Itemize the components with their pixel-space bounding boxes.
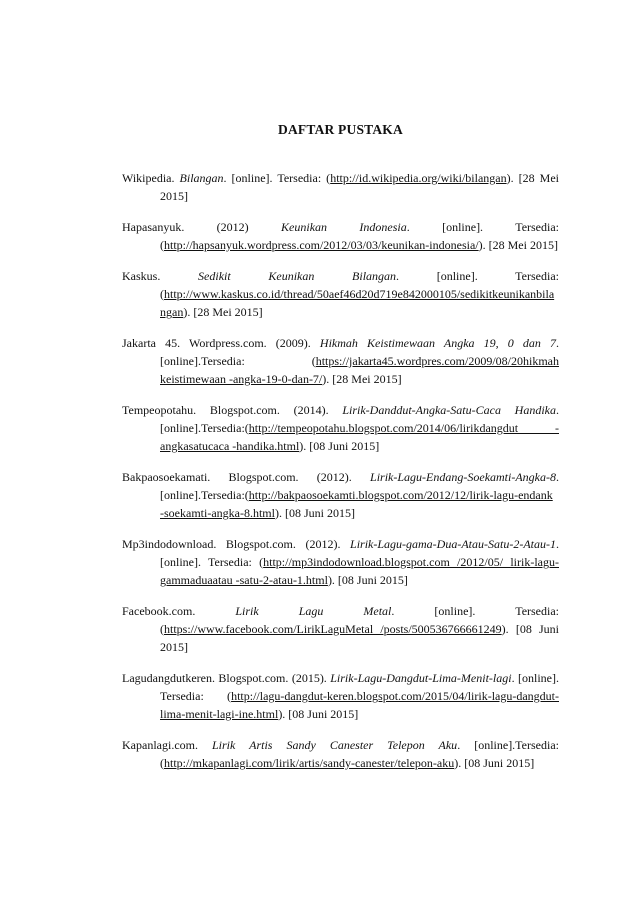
reference-item — [122, 602, 559, 656]
reference-tail: ). [28 Mei 2015] — [160, 171, 559, 203]
reference-link[interactable]: https://www.facebook.com/LirikLaguMetal /posts/500536766661249 — [164, 622, 502, 636]
reference-link[interactable]: http://hapsanyuk.wordpress.com/2012/03/03/keunikan-indonesia/ — [164, 238, 479, 252]
reference-title: Lirik-Lagu-Dangdut-Lima-Menit-lagi — [330, 671, 512, 685]
reference-author: Kaskus. — [122, 269, 161, 283]
reference-middle: . [online]. Tersedia: ( — [160, 537, 559, 569]
reference-middle: . [online].Tersedia:( — [160, 470, 559, 502]
reference-middle: . [online]. Tersedia: ( — [160, 220, 560, 252]
reference-link[interactable]: http://tempeopotahu.blogspot.com/2014/06/lirikdangdut -angkasatucaca -handika.html — [160, 421, 559, 453]
reference-author: Bakpaosoekamati. Blogspot.com. (2012). — [122, 470, 352, 484]
page-title: DAFTAR PUSTAKA — [278, 122, 403, 137]
reference-tail: ). [28 Mei 2015] — [183, 305, 263, 319]
reference-link[interactable]: http://mp3indodownload.blogspot.com /2012/05/ lirik-lagu-gammaduaatau -satu-2-atau-1.html — [160, 555, 559, 587]
reference-title: Lirik Artis Sandy Canester Telepon Aku — [212, 738, 458, 752]
reference-link[interactable]: http://mkapanlagi.com/lirik/artis/sandy-canester/telepon-aku — [164, 756, 455, 770]
reference-title: Sedikit Keunikan Bilangan — [198, 269, 397, 283]
reference-middle: . [online].Tersedia: ( — [160, 336, 560, 368]
reference-item — [122, 334, 559, 388]
reference-author: Kapanlagi.com. — [122, 738, 198, 752]
reference-tail: ). [08 Juni 2015] — [160, 622, 559, 654]
reference-middle: . [online]. Tersedia: ( — [223, 171, 331, 185]
document-page — [122, 0, 559, 903]
reference-middle: . [online].Tersedia:( — [160, 403, 560, 435]
reference-title: Lirik-Danddut-Angka-Satu-Caca Handika — [342, 403, 557, 417]
reference-author: Facebook.com. — [122, 604, 196, 618]
reference-tail: ). [08 Juni 2015] — [299, 439, 380, 453]
reference-link[interactable]: http://bakpaosoekamti.blogspot.com/2012/12/lirik-lagu-endank -soekamti-angka-8.html — [160, 488, 553, 520]
reference-item — [122, 218, 559, 254]
reference-title: Lirik Lagu Metal — [235, 604, 392, 618]
reference-item — [122, 169, 559, 205]
reference-item — [122, 267, 559, 321]
reference-item — [122, 669, 559, 723]
reference-tail: ). [28 Mei 2015] — [322, 372, 402, 386]
reference-author: Jakarta 45. Wordpress.com. (2009). — [122, 336, 311, 350]
reference-item — [122, 736, 559, 772]
reference-title: Lirik-Lagu-gama-Dua-Atau-Satu-2-Atau-1 — [350, 537, 556, 551]
reference-middle: . [online]. Tersedia:( — [160, 269, 559, 301]
reference-author: Mp3indodownload. Blogspot.com. (2012). — [122, 537, 341, 551]
reference-tail: ). [08 Juni 2015] — [274, 506, 355, 520]
reference-author: Tempeopotahu. Blogspot.com. (2014). — [122, 403, 329, 417]
reference-middle: . [online]. Tersedia: ( — [160, 604, 560, 636]
reference-middle: . [online]. Tersedia: ( — [160, 671, 559, 703]
reference-title: Hikmah Keistimewaan Angka 19, 0 dan 7 — [319, 336, 557, 350]
reference-author: Hapasanyuk. (2012) — [122, 220, 249, 234]
reference-tail: ). [08 Juni 2015] — [454, 756, 535, 770]
reference-tail: ). [08 Juni 2015] — [278, 707, 359, 721]
reference-item — [122, 401, 559, 455]
reference-title: Keunikan Indonesia — [281, 220, 407, 234]
reference-title: Bilangan — [179, 171, 224, 185]
reference-title: Lirik-Lagu-Endang-Soekamti-Angka-8 — [370, 470, 556, 484]
reference-tail: ). [08 Juni 2015] — [327, 573, 408, 587]
reference-list — [122, 169, 559, 785]
reference-author: Wikipedia. — [122, 171, 175, 185]
reference-item — [122, 468, 559, 522]
reference-link[interactable]: http://id.wikipedia.org/wiki/bilangan — [330, 171, 507, 185]
reference-link[interactable]: http://www.kaskus.co.id/thread/50aef46d20d719e842000105/sedikitkeunikanbilangan — [160, 287, 555, 319]
reference-author: Lagudangdutkeren. Blogspot.com. (2015). — [122, 671, 327, 685]
reference-link[interactable]: https://jakarta45.wordpres.com/2009/08/20hikmah keistimewaan -angka-19-0-dan-7/ — [160, 354, 559, 386]
reference-middle: . [online].Tersedia:( — [160, 738, 559, 770]
reference-link[interactable]: http://lagu-dangdut-keren.blogspot.com/2015/04/lirik-lagu-dangdut-lima-menit-lagi-ine.html — [160, 689, 559, 721]
reference-tail: ). [28 Mei 2015] — [478, 238, 558, 252]
reference-item — [122, 535, 559, 589]
